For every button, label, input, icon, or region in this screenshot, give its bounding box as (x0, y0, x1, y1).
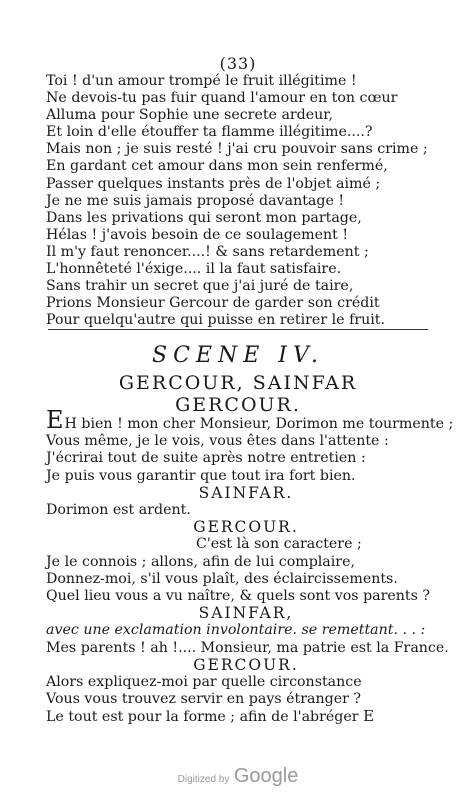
scene-title: SCENE IV. (152, 343, 324, 368)
dialogue-line: J'écrirai tout de suite après notre entretien : (46, 450, 366, 467)
dialogue-line: Mes parents ! ah !.... Monsieur, ma patrie est la France. (46, 639, 449, 656)
first-speaker: GERCOUR. (175, 394, 301, 416)
verse-line: Hélas ! j'avois besoin de ce soulagement ! (46, 226, 349, 243)
dialogue-line: Je le connois ; allons, afin de lui complaire, (46, 553, 355, 570)
dialogue-line: Donnez-moi, s'il vous plaît, des éclaircissements. (46, 570, 398, 587)
characters-list: GERCOUR, SAINFAR (118, 372, 358, 394)
verse-block (46, 73, 446, 329)
verse-line: Et loin d'elle étouffer ta flamme illégitime....? (46, 124, 373, 141)
dialogue-line (46, 406, 454, 434)
verse-line: L'honnêteté l'éxige.... il la faut satisfaire. (46, 261, 342, 278)
stage-direction: avec une exclamation involontaire. se remettant. . . : (46, 622, 426, 639)
dialogue-line (46, 708, 446, 726)
speaker-name: SAINFAR. (198, 483, 294, 502)
dialogue-line: Alors expliquez-moi par quelle circonstance (46, 674, 362, 691)
speaker-name: GERCOUR. (193, 655, 299, 674)
verse-line: Il m'y faut renoncer....! & sans retardement ; (46, 243, 369, 260)
dialogue-line: Quel lieu vous a vu naître, & quels sont vos parents ? (46, 588, 431, 605)
verse-line: Passer quelques instants près de l'objet aimé ; (46, 175, 381, 192)
dialogue-line: Je puis vous garantir que tout ira fort bien. (46, 467, 356, 484)
verse-line: Mais non ; je suis resté ! j'ai cru pouvoir sans crime ; (46, 141, 428, 158)
scene-divider (48, 329, 428, 330)
scene-characters (0, 372, 476, 416)
speaker-name: SAINFAR, (198, 604, 294, 623)
verse-line: Pour quelqu'autre qui puisse en retirer le fruit. (46, 312, 385, 329)
dialogue-line: C'est là son caractere ; (196, 536, 362, 553)
dialogue-line-text: H bien ! mon cher Monsieur, Dorimon me tourmente ; (64, 416, 454, 432)
catchword: E (363, 707, 375, 726)
watermark-prefix: Digitized by (177, 774, 230, 785)
dialogue-line: Vous même, je le vois, vous êtes dans l'attente : (46, 433, 389, 450)
verse-line: En gardant cet amour dans mon sein renfermé, (46, 158, 388, 175)
drop-cap: E (46, 406, 64, 434)
verse-line: Toi ! d'un amour trompé le fruit illégitime ! (46, 73, 357, 89)
verse-line: Je ne me suis jamais proposé davantage ! (46, 192, 345, 209)
dialogue-line-text: Le tout est pour la forme ; afin de l'abréger (46, 709, 359, 726)
speaker-name: GERCOUR. (193, 518, 299, 537)
digitized-watermark (0, 765, 476, 788)
verse-line: Prions Monsieur Gercour de garder son crédit (46, 295, 380, 312)
verse-line: Alluma pour Sophie une secrete ardeur, (46, 107, 334, 124)
verse-line: Dans les privations qui seront mon partage, (46, 209, 362, 226)
dialogue-line: Vous vous trouvez servir en pays étranger ? (46, 691, 361, 708)
page-number: (33) (219, 54, 257, 73)
google-logo: Google (233, 765, 299, 787)
verse-line: Sans trahir un secret que j'ai juré de taire, (46, 278, 354, 295)
dialogue-block (46, 406, 454, 727)
dialogue-line: Dorimon est ardent. (46, 502, 191, 519)
verse-line: Ne devois-tu pas fuir quand l'amour en ton cœur (46, 90, 398, 107)
